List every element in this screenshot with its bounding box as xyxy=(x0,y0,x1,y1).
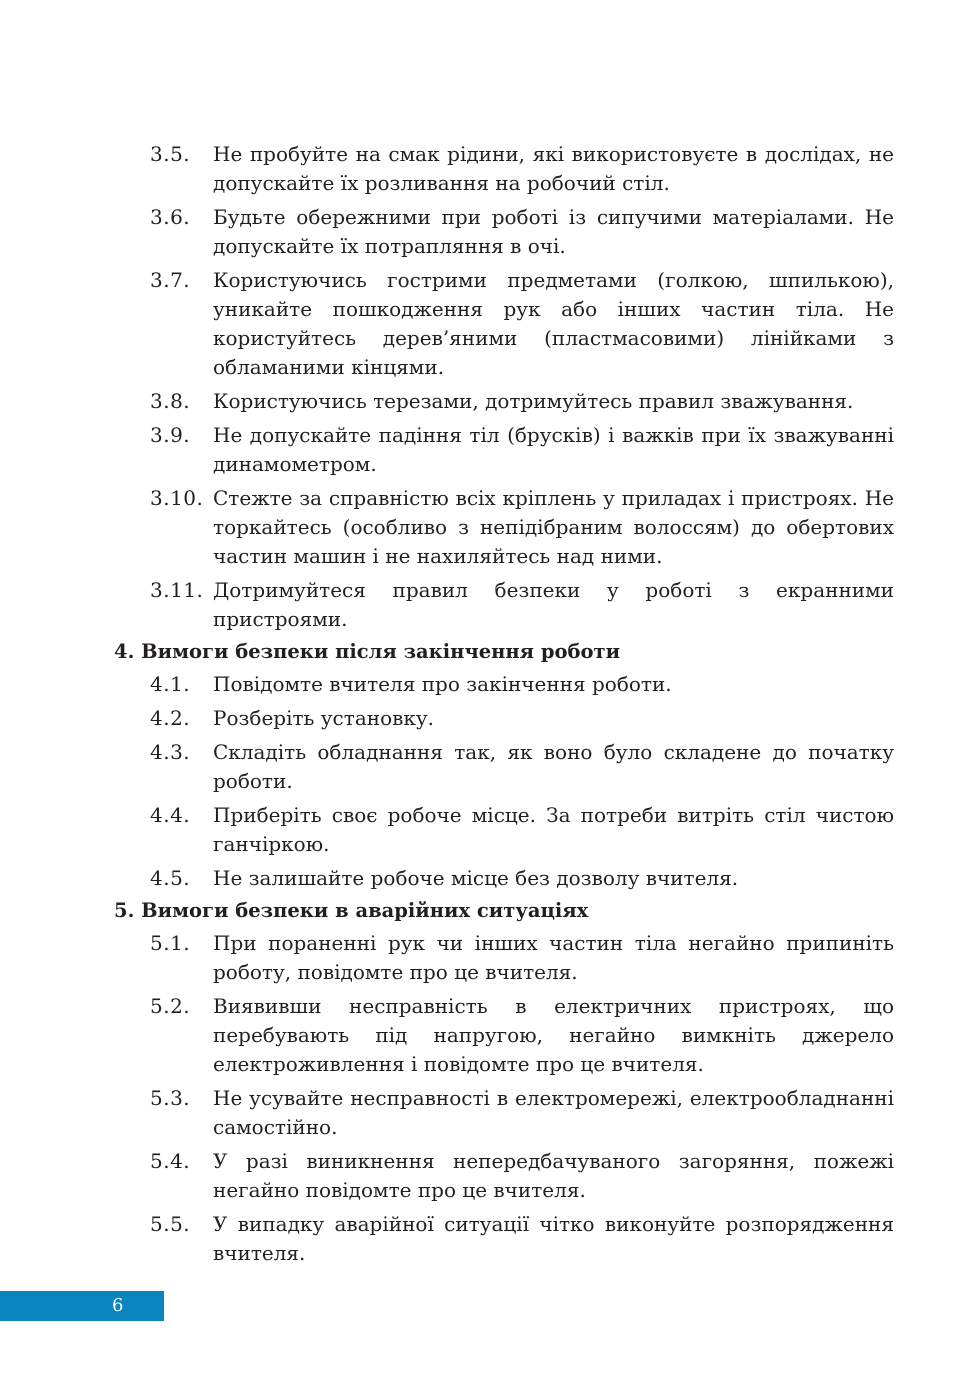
item-number: 5.2. xyxy=(150,994,191,1018)
item-text: Користуючись гострими предметами (голкою, шпилькою), уникайте пошкодження рук або інших частин тіла. Не користуйтесь дерев’яними (пластмасовими) лінійками з обламаними кінцями. xyxy=(213,268,894,379)
item-number: 4.1. xyxy=(150,672,191,696)
list-item xyxy=(150,576,894,634)
item-number: 5.3. xyxy=(150,1086,191,1110)
item-text: Користуючись терезами, дотримуйтесь правил зважування. xyxy=(213,389,854,413)
item-number: 3.11. xyxy=(150,578,204,602)
item-text: Будьте обережними при роботі із сипучими матеріалами. Не допускайте їх потрапляння в очі. xyxy=(213,205,894,258)
list-item xyxy=(150,1147,894,1205)
list-item xyxy=(150,738,894,796)
list-item xyxy=(150,992,894,1079)
list-item xyxy=(150,203,894,261)
item-number: 4.5. xyxy=(150,866,191,890)
list-item xyxy=(150,266,894,382)
item-number: 5.5. xyxy=(150,1212,191,1236)
item-number: 3.6. xyxy=(150,205,191,229)
item-text: Не усувайте несправності в електромережі, електрообладнанні самостійно. xyxy=(213,1086,894,1139)
list-item xyxy=(150,387,894,416)
item-text: Повідомте вчителя про закінчення роботи. xyxy=(213,672,672,696)
list-item xyxy=(150,704,894,733)
item-number: 4.4. xyxy=(150,803,191,827)
section-heading: 5. Вимоги безпеки в аварійних ситуаціях xyxy=(114,899,589,922)
item-number: 3.8. xyxy=(150,389,191,413)
list-item xyxy=(150,1084,894,1142)
item-text: Виявивши несправність в електричних пристроях, що перебувають під напругою, негайно вимкніть джерело електроживлення і повідомте про це вчителя. xyxy=(213,994,894,1076)
item-number: 5.1. xyxy=(150,931,191,955)
section-heading: 4. Вимоги безпеки після закінчення роботи xyxy=(114,640,621,663)
item-text: Розберіть установку. xyxy=(213,706,435,730)
list-item xyxy=(150,801,894,859)
item-number: 3.5. xyxy=(150,142,191,166)
item-number: 3.9. xyxy=(150,423,191,447)
list-item xyxy=(150,1210,894,1268)
page-number: 6 xyxy=(112,1295,124,1316)
list-item xyxy=(150,140,894,198)
item-text: У разі виникнення непередбачуваного загоряння, пожежі негайно повідомте про це вчителя. xyxy=(213,1149,894,1202)
item-number: 3.10. xyxy=(150,486,204,510)
page-number-tab xyxy=(0,1291,164,1321)
item-number: 5.4. xyxy=(150,1149,191,1173)
list-item xyxy=(150,929,894,987)
list-item xyxy=(150,421,894,479)
item-text: У випадку аварійної ситуації чітко виконуйте розпорядження вчителя. xyxy=(213,1212,894,1265)
item-text: При пораненні рук чи інших частин тіла негайно припиніть роботу, повідомте про це вчителя. xyxy=(213,931,894,984)
list-item xyxy=(150,670,894,699)
item-text: Не допускайте падіння тіл (брусків) і важків при їх зважуванні динамометром. xyxy=(213,423,894,476)
item-number: 4.2. xyxy=(150,706,191,730)
item-text: Приберіть своє робоче місце. За потреби витріть стіл чистою ганчіркою. xyxy=(213,803,894,856)
item-text: Дотримуйтеся правил безпеки у роботі з екранними пристроями. xyxy=(213,578,894,631)
item-number: 4.3. xyxy=(150,740,191,764)
item-text: Не залишайте робоче місце без дозволу вчителя. xyxy=(213,866,739,890)
item-text: Не пробуйте на смак рідини, які використовуєте в дослідах, не допускайте їх розливання на робочий стіл. xyxy=(213,142,894,195)
item-number: 3.7. xyxy=(150,268,191,292)
item-text: Стежте за справністю всіх кріплень у приладах і пристроях. Не торкайтесь (особливо з непідібраним волоссям) до обертових частин машин і не нахиляйтесь над ними. xyxy=(213,486,894,568)
item-text: Складіть обладнання так, як воно було складене до початку роботи. xyxy=(213,740,894,793)
list-item xyxy=(150,864,894,893)
page-content xyxy=(0,140,963,1273)
list-item xyxy=(150,484,894,571)
